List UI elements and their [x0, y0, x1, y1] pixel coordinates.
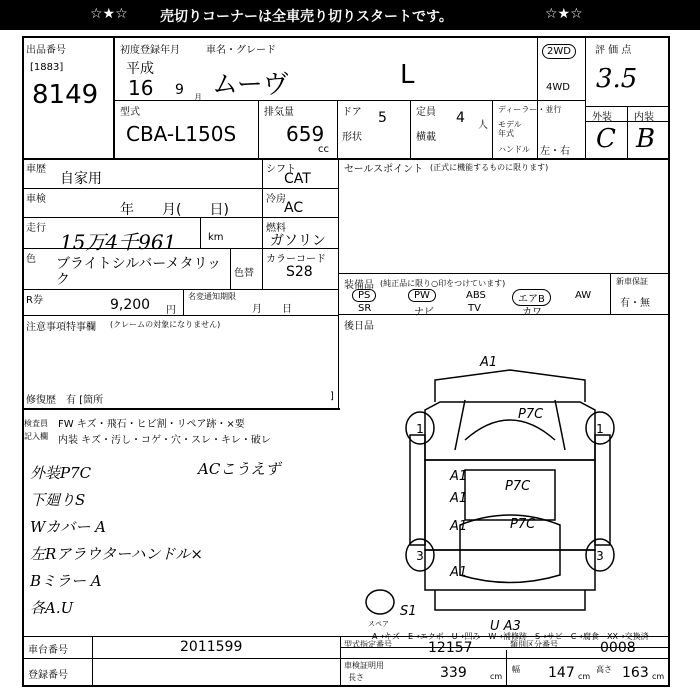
color-code-label: カラーコード: [266, 254, 326, 265]
lot-label: 出品番号: [26, 45, 66, 56]
capacity-unit: 人: [478, 120, 488, 131]
handwritten-line: 外装P7C: [30, 464, 92, 482]
drive-2wd: 2WD: [542, 44, 576, 59]
model-code: CBA-L150S: [126, 122, 237, 146]
repair-value: 有 [箇所: [66, 395, 104, 406]
equip-navi: ナビ: [414, 307, 434, 318]
a-pillar-right: [555, 400, 565, 450]
tax-label: R券: [26, 295, 43, 306]
model-designation-label: 型式指定番号: [344, 640, 392, 649]
int-label: 内装: [634, 112, 654, 123]
color-code-value: S28: [286, 264, 313, 280]
car-name: ムーヴ: [212, 70, 289, 100]
roof-outline: [465, 470, 555, 520]
name-change-label: 名変通知期限: [188, 292, 236, 301]
hood-outline: [435, 370, 585, 402]
circle-rear-right: 3: [596, 549, 604, 563]
mark-spare: S1: [400, 604, 417, 619]
chassis-number: 2011599: [180, 639, 243, 655]
model-year-label: モデル 年式: [498, 120, 522, 138]
height-value: 163: [622, 665, 649, 681]
length-value: 339: [440, 665, 467, 681]
damage-legend: A→キズ E→エクボ U→凹み W→補修跡 S→サビ C→腐食 XX→交換済: [372, 632, 649, 641]
shift-value: CAT: [284, 171, 311, 187]
equip-aw: AW: [575, 290, 592, 301]
lot-number: 8149: [32, 80, 99, 110]
lot-sub: [1883]: [30, 62, 64, 73]
cert-label: 車検証明用: [344, 661, 384, 670]
inspector-label-2: 記入欄: [24, 432, 48, 441]
equip-abs: ABS: [466, 290, 486, 301]
banner-text: 売切りコーナーは全車売り切りスタートです。: [160, 9, 453, 25]
reg-month: 9: [175, 82, 184, 98]
repair-label: 修復歴: [26, 395, 56, 406]
handwritten-line: 各A.U: [30, 599, 74, 617]
inspector-row-2: 内装 キズ・汚し・コゲ・穴・スレ・キレ・破レ: [58, 435, 271, 446]
capacity-label: 定員: [416, 107, 436, 118]
equip-leather: カワ: [522, 307, 542, 318]
mileage-value: 15万4千961: [60, 230, 177, 254]
dealer-label: ディーラー・並行: [498, 105, 562, 114]
height-unit: cm: [652, 672, 665, 681]
left-side-outline: [410, 435, 425, 545]
type-label: 車歴: [26, 164, 46, 175]
mark-left-rear-door: A1: [450, 519, 468, 534]
handwritten-line: 左Rアラウターハンドル×: [30, 545, 203, 563]
ac-label: 冷房: [266, 194, 286, 205]
notes-label: 注意事項特事欄: [26, 322, 96, 333]
sales-sub: (正式に機能するものに限ります): [430, 163, 549, 172]
ac-value: AC: [284, 200, 304, 216]
spare-tire: [366, 590, 394, 614]
width-label: 幅: [512, 665, 520, 674]
top-banner: [0, 0, 700, 30]
handwritten-line: Bミラー A: [30, 572, 102, 590]
handwritten-ac-note: ACこうえず: [198, 460, 281, 478]
equipment-label: 装備品: [344, 280, 374, 291]
equip-pw: PW: [408, 289, 436, 302]
category-label: 類別区分番号: [510, 640, 558, 649]
mark-front-bumper: A1: [480, 355, 498, 370]
handwritten-line: Wカバー A: [30, 518, 107, 536]
doors-label: ドア: [342, 107, 362, 118]
stars-right: ☆★☆: [545, 6, 583, 22]
equip-tv: TV: [468, 303, 481, 314]
drive-4wd: 4WD: [546, 82, 570, 93]
reg-month-unit: 月: [194, 93, 202, 102]
doors-value: 5: [378, 110, 387, 126]
model-label: 型式: [120, 107, 140, 118]
fuel-value: ガソリン: [270, 233, 326, 249]
int-grade: B: [636, 124, 656, 154]
car-damage-diagram: [340, 340, 670, 636]
mark-left-door: A1: [450, 491, 468, 506]
ext-grade: C: [596, 124, 616, 154]
handle-label: ハンドル: [498, 145, 530, 154]
equipment-sub: (純正品に限り○印をつけています): [380, 279, 506, 288]
capacity-value: 4: [456, 110, 465, 126]
rear-bumper-outline: [435, 590, 585, 610]
length-unit: cm: [490, 672, 503, 681]
ext-label: 外装: [592, 112, 612, 123]
name-change-value: 月 日: [252, 304, 292, 315]
height-label: 高さ: [596, 665, 612, 674]
shift-label: シフト: [266, 164, 296, 175]
right-side-outline: [595, 435, 610, 545]
mark-left-front-door: A1: [450, 469, 468, 484]
a-pillar-left: [455, 400, 465, 450]
handle-options: 左・右: [540, 146, 570, 157]
length-label: 長さ: [348, 673, 364, 682]
sales-label: セールスポイント: [344, 164, 424, 175]
reg-year: 16: [128, 76, 154, 100]
width-value: 147: [548, 665, 575, 681]
model-designation: 12157: [428, 640, 473, 656]
warranty-value: 有・無: [620, 298, 650, 309]
color-label: 色: [26, 254, 36, 265]
inspection-label: 車検: [26, 194, 46, 205]
score: 3.5: [596, 64, 638, 94]
equip-ps: PS: [352, 289, 376, 302]
color-change-label: 色替: [234, 268, 254, 279]
mark-rear-panel: P7C: [510, 517, 536, 532]
rear-seat-label: 後日品: [344, 321, 374, 332]
name-label: 車名・グレード: [206, 45, 276, 56]
front-body-outline: [425, 402, 595, 460]
circle-rear-left: 3: [416, 549, 424, 563]
stars-left: ☆★☆: [90, 6, 128, 22]
category-number: 0008: [600, 640, 636, 656]
side-label: 横載: [416, 132, 436, 143]
color-value: ブライトシルバーメタリック: [56, 256, 221, 288]
tax-unit: 円: [166, 305, 176, 316]
type-value: 自家用: [60, 171, 102, 187]
shape-label: 形状: [342, 132, 362, 143]
chassis-label: 車台番号: [28, 645, 68, 656]
tax-value: 9,200: [110, 297, 151, 313]
inspection-value: 年 月( 日): [120, 202, 229, 218]
mark-left-quarter: A1: [450, 565, 468, 580]
circle-front-right: 1: [596, 422, 604, 436]
windshield-line: [465, 420, 555, 440]
width-unit: cm: [578, 672, 591, 681]
equip-airbag: エアB: [512, 289, 551, 306]
notes-sub: (クレームの対象になりません): [110, 320, 221, 329]
reg-label: 初度登録年月: [120, 45, 180, 56]
mileage-unit: km: [208, 232, 224, 243]
handwritten-notes: [30, 460, 203, 622]
cc-label: 排気量: [264, 107, 294, 118]
car-grade: L: [400, 60, 415, 90]
cc-value: 659: [286, 122, 325, 146]
handwritten-line: 下廻りS: [30, 491, 86, 509]
repair-close: ]: [330, 391, 334, 402]
mark-rear-bumper: U A3: [490, 619, 521, 634]
spare-label: スペア: [368, 620, 389, 628]
warranty-label: 新車保証: [616, 277, 648, 286]
inspector-row-1: FW キズ・飛石・ヒビ割・リペア跡・×要: [58, 419, 245, 430]
score-label: 評 価 点: [595, 45, 632, 56]
fuel-label: 燃料: [266, 223, 286, 234]
inspector-label-1: 検査員: [24, 419, 48, 428]
era: 平成: [126, 61, 154, 77]
mark-hood: P7C: [518, 407, 544, 422]
reg-number-label: 登録番号: [28, 670, 68, 681]
cc-unit: cc: [318, 144, 329, 155]
equip-sr: SR: [358, 303, 372, 314]
mark-roof: P7C: [505, 479, 531, 494]
mileage-label: 走行: [26, 223, 46, 234]
circle-front-left: 1: [416, 422, 424, 436]
